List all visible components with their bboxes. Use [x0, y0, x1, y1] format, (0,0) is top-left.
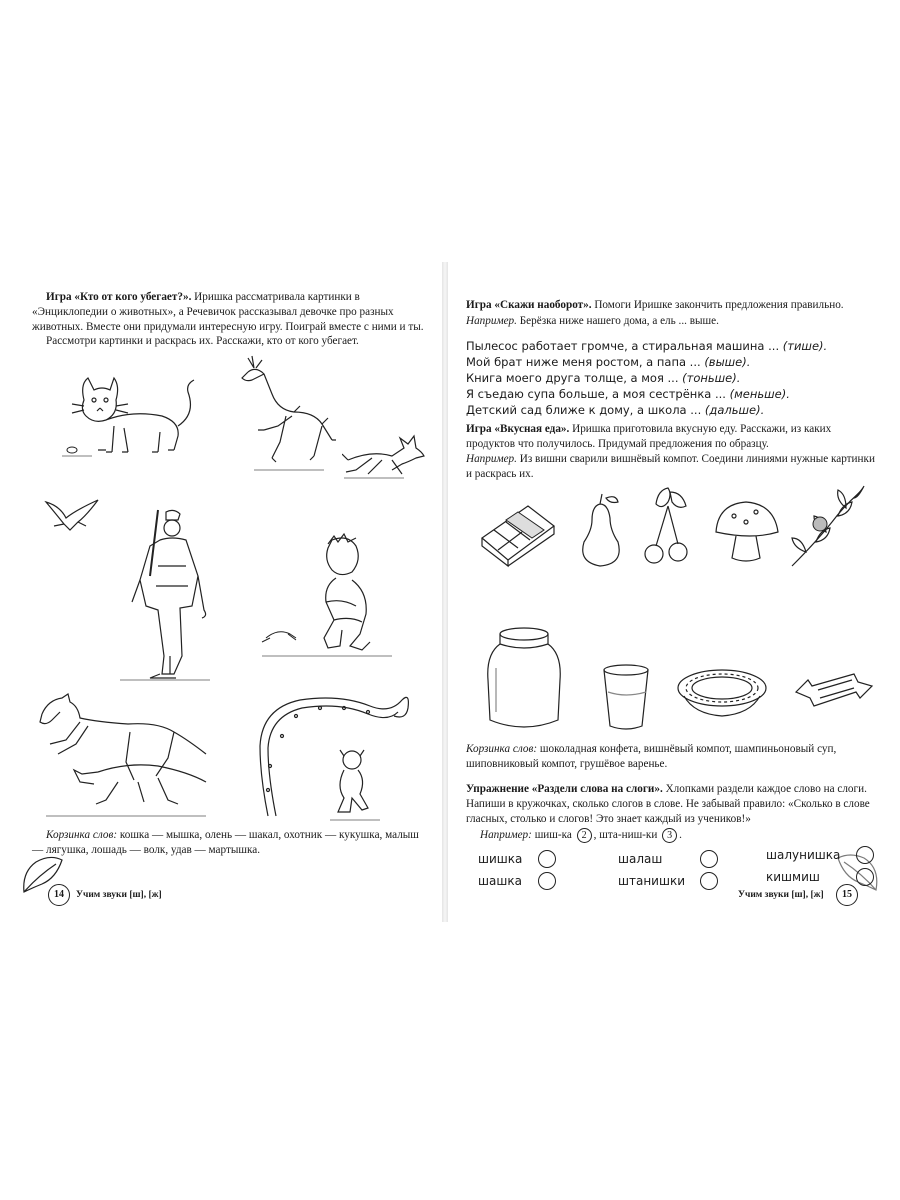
soup-bowl-illustration: [674, 662, 770, 722]
boy-illustration: [258, 530, 398, 662]
left-intro-text: Иришка рассматривала картинки в «Энциклопедии о животных», а Речевичок рассказывал девочке про разных животных. Вместе они придумали интересную игру. Поиграй вместе с ними и ты.: [32, 291, 424, 333]
chocolate-bar-illustration: [478, 498, 558, 568]
sentence-1: [466, 338, 876, 354]
right-example1-text: Берёзка ниже нашего дома, а ель ... выше.: [516, 315, 719, 327]
left-game-title: Игра «Кто от кого убегает?».: [46, 291, 192, 303]
example-word-2: шта-ниш-ки: [599, 829, 658, 841]
example-count-circle-2: 3: [662, 828, 677, 843]
example-word-1: шиш-ка: [534, 829, 572, 841]
left-footer: Учим звуки [ш], [ж]: [76, 890, 162, 900]
left-page-number: 14: [48, 884, 70, 906]
right-exercise-text: Хлопками раздели каждое слово на слоги. Напиши в кружочках, сколько слогов в слове. Не забывай правило: «Сколько в слове гласных, столько и слогов! Это знает каждый из учеников!»: [466, 783, 870, 825]
right-footer: Учим звуки [ш], [ж]: [738, 890, 824, 900]
left-basket-words: кошка — мышка, олень — шакал, охотник — кукушка, малыш — лягушка, лошадь — волк, удав — мартышка.: [32, 829, 419, 856]
sentence-answer: (тоньше).: [682, 371, 741, 385]
right-exercise: [466, 782, 878, 827]
sentence-5: [466, 402, 876, 418]
right-example1: [466, 314, 876, 329]
pear-illustration: [576, 490, 626, 570]
right-exercise-title: Упражнение «Раздели слова на слоги».: [466, 783, 663, 795]
rosehip-illustration: [786, 482, 866, 572]
snake-monkey-illustration: [240, 686, 416, 826]
sentence-answer: (дальше).: [704, 403, 765, 417]
book-spread: [14, 262, 886, 922]
right-example2-text: Из вишни сварили вишнёвый компот. Соедини линиями нужные картинки и раскрась их.: [466, 453, 875, 480]
right-game1: [466, 298, 876, 313]
sentence-text: Мой брат ниже меня ростом, а папа ...: [466, 355, 701, 369]
mushroom-illustration: [712, 496, 782, 566]
sentence-answer: (тише).: [782, 339, 828, 353]
right-game1-title: Игра «Скажи наоборот».: [466, 299, 592, 311]
sentence-3: [466, 370, 876, 386]
sentence-text: Пылесос работает громче, а стиральная машина ...: [466, 339, 780, 353]
right-basket: [466, 742, 878, 772]
syllable-word-3: шалаш: [618, 852, 663, 866]
left-basket-label: Корзинка слов:: [46, 829, 118, 841]
syllable-circle-1[interactable]: [538, 850, 556, 868]
syllable-word-5: шалунишка: [766, 848, 841, 862]
syllable-word-1: шишка: [478, 852, 523, 866]
jar-illustration: [484, 624, 564, 734]
sentence-text: Детский сад ближе к дому, а школа ...: [466, 403, 702, 417]
sentences-list: [466, 338, 876, 418]
cherries-illustration: [638, 484, 698, 570]
right-page: [448, 262, 886, 922]
candy-illustration: [792, 666, 876, 716]
syllable-word-2: шашка: [478, 874, 522, 888]
syllable-word-6: кишмиш: [766, 870, 820, 884]
glass-illustration: [600, 662, 652, 732]
right-example3: Например: шиш-ка 2 , шта-ниш-ки 3 .: [480, 829, 682, 841]
right-basket-label: Корзинка слов:: [466, 743, 538, 755]
right-example3-label: Например:: [480, 829, 532, 841]
right-example1-label: Например.: [466, 315, 517, 327]
right-example2-label: Например.: [466, 453, 517, 465]
cuckoo-illustration: [42, 496, 104, 536]
right-game2-text: Иришка приготовила вкусную еду. Расскажи, из каких продуктов что получилось. Придумай предложения по образцу.: [466, 423, 832, 450]
cat-illustration: [54, 370, 204, 462]
syllable-circle-4[interactable]: [700, 872, 718, 890]
left-page: [14, 262, 442, 922]
deer-illustration: [234, 354, 344, 474]
example-count-circle-1: 2: [577, 828, 592, 843]
sentence-answer: (меньше).: [729, 387, 790, 401]
syllable-circle-2[interactable]: [538, 872, 556, 890]
right-example2: [466, 452, 876, 482]
syllable-word-4: штанишки: [618, 874, 685, 888]
right-game2: [466, 422, 876, 452]
sentence-2: [466, 354, 876, 370]
horse-wolf-illustration: [38, 692, 214, 820]
sentence-answer: (выше).: [704, 355, 751, 369]
right-game1-text: Помоги Иришке закончить предложения правильно.: [591, 299, 844, 311]
syllable-circle-3[interactable]: [700, 850, 718, 868]
right-basket-words: шоколадная конфета, вишнёвый компот, шампиньоновый суп, шиповниковый компот, грушёвое варенье.: [466, 743, 837, 770]
right-game2-title: Игра «Вкусная еда».: [466, 423, 570, 435]
sentence-4: [466, 386, 876, 402]
sentence-text: Книга моего друга толще, а моя ...: [466, 371, 679, 385]
hunter-illustration: [110, 506, 220, 682]
sentence-text: Я съедаю супа больше, а моя сестрёнка ...: [466, 387, 726, 401]
jackal-illustration: [342, 430, 432, 480]
left-instruction: Рассмотри картинки и раскрась их. Расскажи, кто от кого убегает.: [46, 335, 359, 347]
left-basket: [32, 828, 432, 858]
left-intro: [32, 290, 428, 335]
right-page-number: 15: [836, 884, 858, 906]
